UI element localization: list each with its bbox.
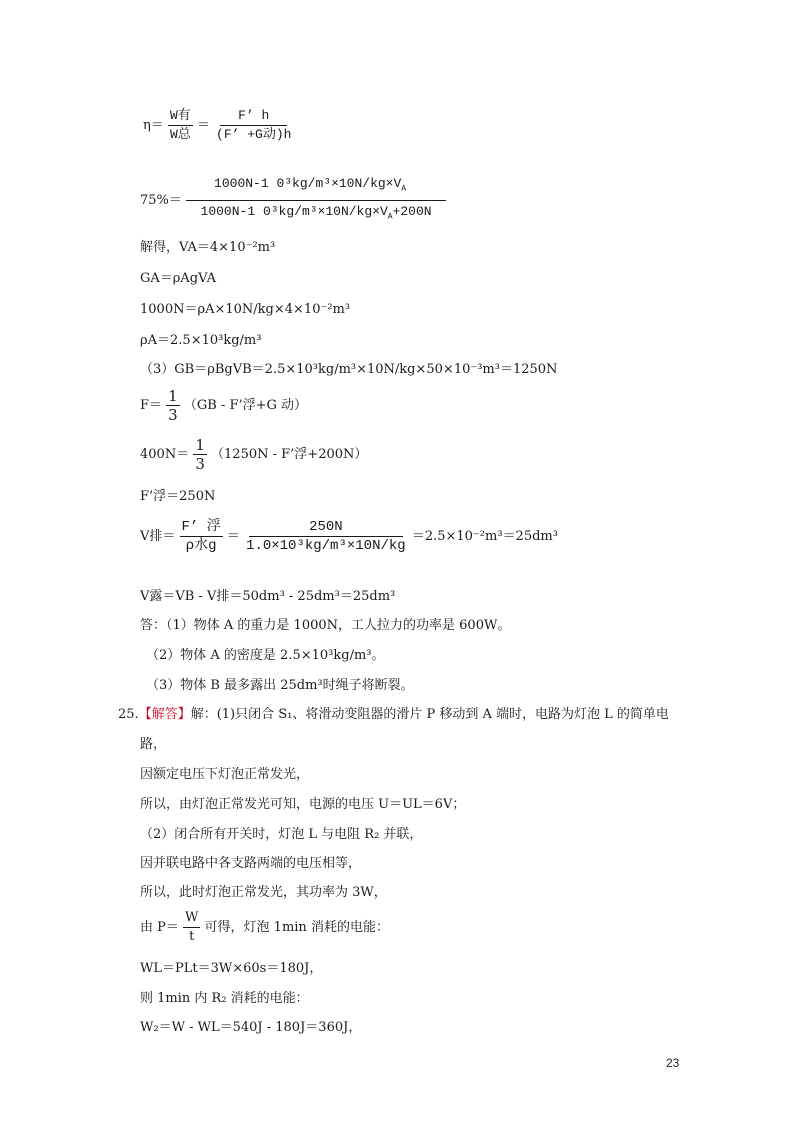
solve-line: 解得，VA＝4×10⁻²m³ bbox=[140, 240, 276, 255]
force-400-num: 1 bbox=[195, 436, 205, 454]
eta-equals: ＝ bbox=[196, 118, 210, 133]
vpai-num-1: F’ 浮 bbox=[181, 519, 221, 535]
force-400-den: 3 bbox=[195, 455, 205, 473]
eta-num-1: W有 bbox=[168, 108, 193, 126]
eta-num-2: F’ h bbox=[220, 108, 287, 126]
para-4: 因并联电路中各支路两端的电压相等， bbox=[140, 856, 362, 871]
force-1000-line: 1000N＝ρA×10N/kg×4×10⁻²m³ bbox=[140, 302, 351, 317]
force-400-lhs: 400N＝ bbox=[140, 447, 190, 462]
vpai-equals: ＝ bbox=[226, 529, 240, 544]
f-fraction bbox=[166, 388, 180, 423]
power-den: t bbox=[189, 929, 195, 944]
para-2: 所以，由灯泡正常发光可知，电源的电压 U＝UL＝6V； bbox=[140, 797, 466, 812]
efficiency-denominator bbox=[199, 201, 434, 226]
q25-number: 25. bbox=[118, 707, 139, 722]
page-number: 23 bbox=[666, 1056, 680, 1070]
power-num: W bbox=[183, 910, 200, 928]
efficiency-numerator bbox=[186, 176, 446, 201]
vpai-den-1: ρ水g bbox=[185, 538, 217, 554]
efficiency-equation bbox=[140, 176, 446, 225]
q25-text: 解：(1)只闭合 S₁、将滑动变阻器的滑片 P 移动到 A 端时，电路为灯泡 L 的简单电 bbox=[190, 707, 669, 722]
q25-heading bbox=[118, 706, 669, 724]
vpai-fraction-2 bbox=[244, 519, 408, 554]
vpai-equation bbox=[140, 519, 558, 554]
para-6: WL＝PLt＝3W×60s＝180J， bbox=[140, 961, 323, 976]
gb-line: （3）GB＝ρBgVB＝2.5×10³kg/m³×10N/kg×50×10⁻³m³＝1250N bbox=[140, 362, 558, 377]
f-rhs: （GB - F’浮+G 动） bbox=[183, 398, 308, 413]
force-400-rhs: （1250N - F’浮+200N） bbox=[211, 447, 368, 462]
efficiency-lhs: 75%＝ bbox=[140, 193, 182, 209]
rho-line: ρA＝2.5×10³kg/m³ bbox=[140, 333, 262, 348]
para-3: （2）闭合所有开关时，灯泡 L 与电阻 R₂ 并联， bbox=[140, 827, 423, 842]
efficiency-fraction bbox=[186, 176, 446, 225]
q25-answer-tag: 【解答】 bbox=[138, 707, 191, 722]
power-fraction bbox=[183, 910, 200, 945]
buoyancy-line: F’浮＝250N bbox=[140, 489, 216, 504]
q25-continuation: 路， bbox=[140, 737, 167, 752]
vpai-rhs: ＝2.5×10⁻²m³＝25dm³ bbox=[411, 529, 558, 544]
para-1: 因额定电压下灯泡正常发光， bbox=[140, 767, 310, 782]
eta-den-1: W总 bbox=[169, 127, 191, 142]
f-lhs: F＝ bbox=[140, 398, 163, 413]
para-7: 则 1min 内 R₂ 消耗的电能： bbox=[140, 991, 309, 1006]
efficiency-den-sub: A bbox=[387, 212, 393, 222]
para-8: W₂＝W - WL＝540J - 180J＝360J， bbox=[140, 1020, 362, 1035]
eta-den-2: (F’ +G动)h bbox=[216, 127, 292, 142]
f-num: 1 bbox=[168, 387, 178, 405]
para-5: 所以，此时灯泡正常发光，其功率为 3W， bbox=[140, 885, 387, 900]
force-400-equation bbox=[140, 437, 367, 472]
answer-1: 答：（1）物体 A 的重力是 1000N，工人拉力的功率是 600W。 bbox=[140, 618, 511, 633]
eta-fraction-1 bbox=[168, 108, 193, 143]
vpai-num-2: 250N bbox=[249, 519, 403, 537]
answer-3: （3）物体 B 最多露出 25dm³时绳子将断裂。 bbox=[146, 678, 414, 693]
vpai-fraction-1 bbox=[180, 519, 223, 554]
efficiency-den-text: 1000N-1 0³kg/m³×10N/kg×V bbox=[200, 203, 388, 219]
efficiency-den-tail: +200N bbox=[392, 203, 432, 219]
power-rhs: 可得，灯泡 1min 消耗的电能： bbox=[204, 920, 389, 935]
eta-fraction-2 bbox=[214, 108, 293, 143]
answer-2: （2）物体 A 的密度是 2.5×10³kg/m³。 bbox=[146, 648, 385, 663]
eta-lhs: η＝ bbox=[143, 118, 164, 133]
power-lhs: 由 P＝ bbox=[140, 920, 179, 935]
force-400-fraction bbox=[193, 437, 207, 472]
eta-equation bbox=[143, 108, 293, 143]
ga-line: GA＝ρAgVA bbox=[140, 271, 217, 286]
power-equation bbox=[140, 910, 389, 945]
efficiency-num-text: 1000N-1 0³kg/m³×10N/kg×V bbox=[214, 176, 402, 191]
vpai-den-2: 1.0×10³kg/m³×10N/kg bbox=[246, 538, 406, 554]
vlu-line: V露＝VB - V排＝50dm³ - 25dm³＝25dm³ bbox=[140, 589, 396, 604]
f-equation bbox=[140, 388, 307, 423]
f-den: 3 bbox=[168, 406, 178, 424]
efficiency-num-sub: A bbox=[401, 184, 407, 194]
vpai-lhs: V排＝ bbox=[140, 529, 176, 544]
